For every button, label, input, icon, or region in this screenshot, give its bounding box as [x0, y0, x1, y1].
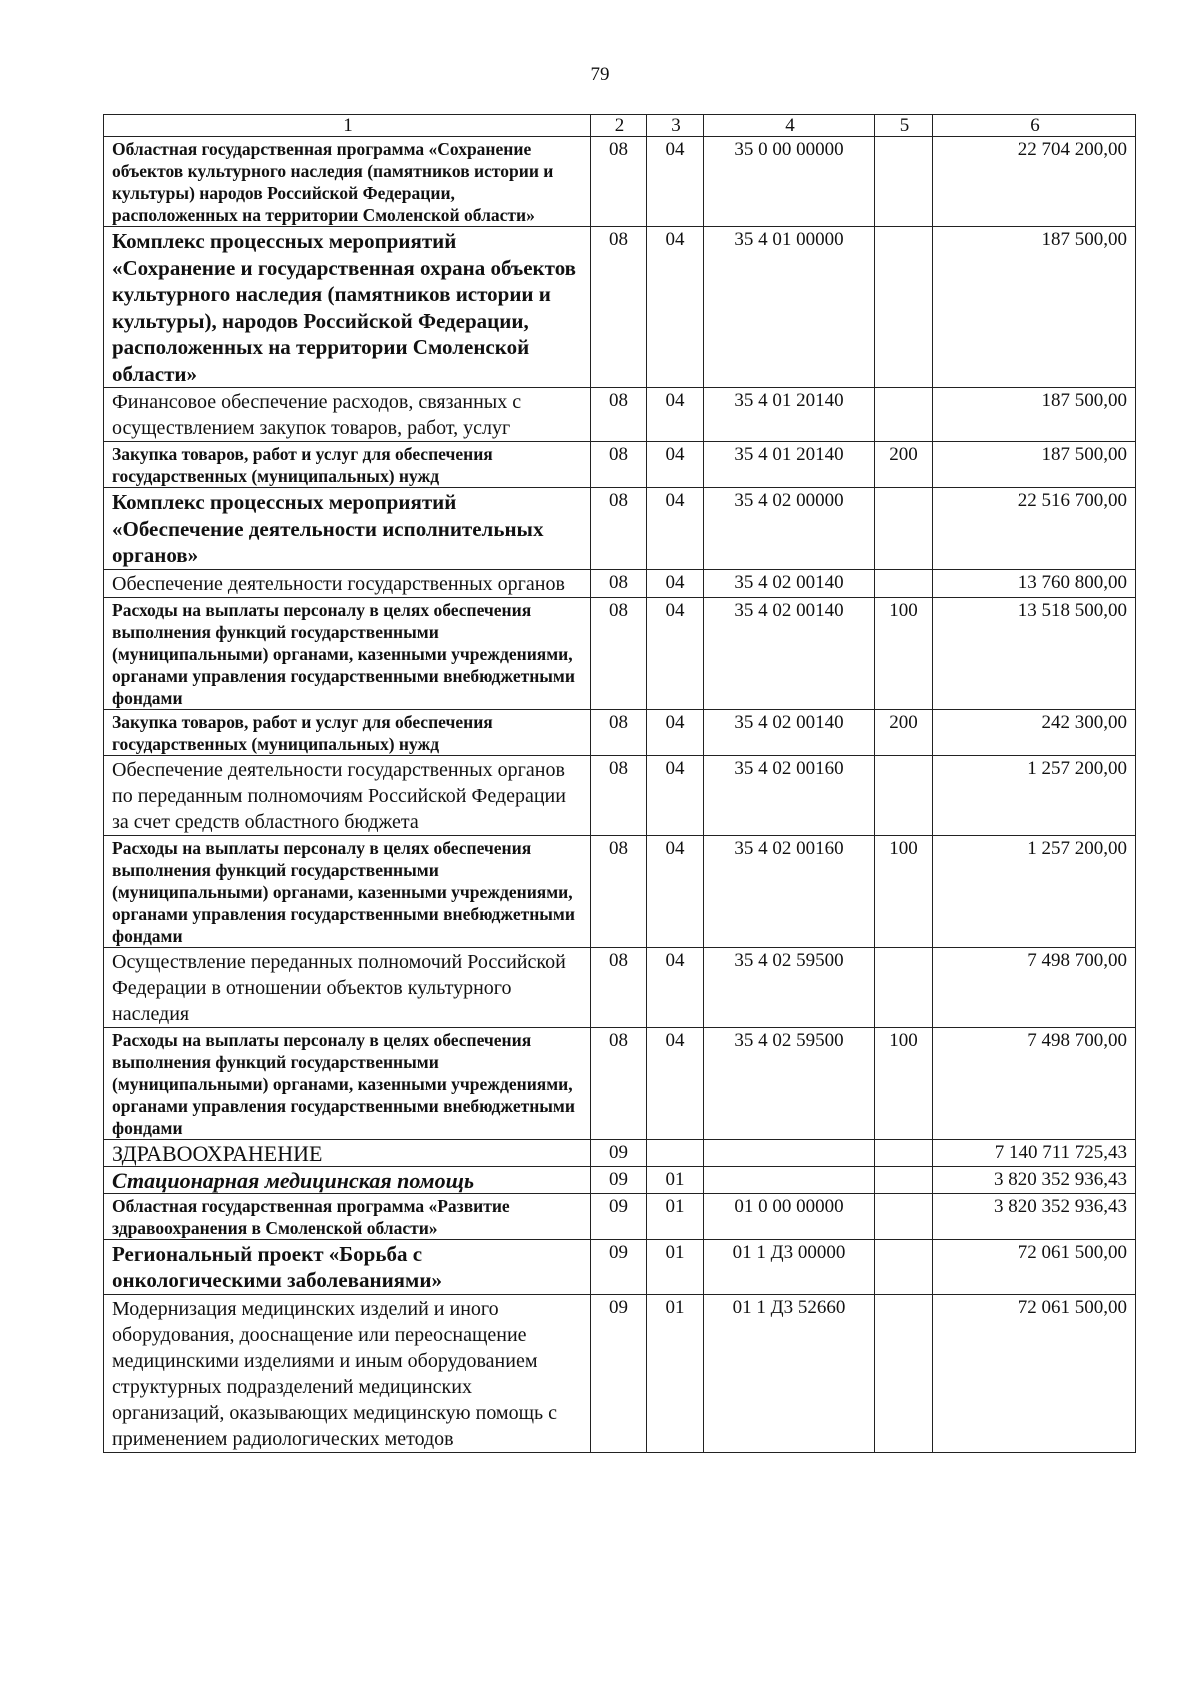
row-expense-type-cell — [875, 488, 933, 570]
row-subsection-cell: 04 — [647, 442, 704, 488]
header-cell-4: 4 — [704, 115, 875, 137]
row-target-article-cell: 35 4 02 00000 — [704, 488, 875, 570]
row-target-article-cell: 35 4 02 59500 — [704, 947, 875, 1027]
row-amount-cell: 7 498 700,00 — [933, 1027, 1136, 1139]
header-cell-1: 1 — [104, 115, 591, 137]
row-section-cell: 08 — [591, 488, 647, 570]
table-row — [104, 1166, 1136, 1193]
row-subsection-cell: 04 — [647, 1027, 704, 1139]
row-expense-type-cell — [875, 137, 933, 227]
header-cell-5: 5 — [875, 115, 933, 137]
row-section-cell: 08 — [591, 1027, 647, 1139]
row-expense-type-cell: 100 — [875, 835, 933, 947]
row-name-cell: Расходы на выплаты персоналу в целях обеспечения выполнения функций государственными (муниципальными) органами, казенными учреждениями, органами управления государственными внебюджетными фондами — [104, 1027, 591, 1139]
row-subsection-cell: 04 — [647, 835, 704, 947]
row-name-cell: Осуществление переданных полномочий Российской Федерации в отношении объектов культурного наследия — [104, 947, 591, 1027]
row-name-cell: Финансовое обеспечение расходов, связанных с осуществлением закупок товаров, работ, услуг — [104, 388, 591, 442]
row-section-cell: 08 — [591, 137, 647, 227]
row-expense-type-cell — [875, 388, 933, 442]
budget-table — [103, 114, 1136, 1453]
row-section-cell: 08 — [591, 755, 647, 835]
row-section-cell: 08 — [591, 835, 647, 947]
table-row — [104, 488, 1136, 570]
row-name-cell: Расходы на выплаты персоналу в целях обеспечения выполнения функций государственными (муниципальными) органами, казенными учреждениями, органами управления государственными внебюджетными фондами — [104, 835, 591, 947]
table-row — [104, 442, 1136, 488]
row-amount-cell: 187 500,00 — [933, 227, 1136, 388]
row-amount-cell: 7 498 700,00 — [933, 947, 1136, 1027]
row-amount-cell: 13 760 800,00 — [933, 569, 1136, 597]
row-expense-type-cell — [875, 755, 933, 835]
header-cell-3: 3 — [647, 115, 704, 137]
row-subsection-cell: 01 — [647, 1166, 704, 1193]
row-subsection-cell: 01 — [647, 1294, 704, 1452]
row-subsection-cell: 01 — [647, 1193, 704, 1239]
header-row — [104, 115, 1136, 137]
row-section-cell: 09 — [591, 1193, 647, 1239]
row-amount-cell: 1 257 200,00 — [933, 835, 1136, 947]
row-target-article-cell: 35 4 02 59500 — [704, 1027, 875, 1139]
row-amount-cell: 242 300,00 — [933, 709, 1136, 755]
row-target-article-cell: 35 4 01 20140 — [704, 388, 875, 442]
row-name-cell: Закупка товаров, работ и услуг для обеспечения государственных (муниципальных) нужд — [104, 709, 591, 755]
row-target-article-cell: 35 4 02 00140 — [704, 597, 875, 709]
row-name-cell: Областная государственная программа «Сохранение объектов культурного наследия (памятников истории и культуры) народов Российской Федерации, расположенных на территории Смоленской области» — [104, 137, 591, 227]
row-name-cell: ЗДРАВООХРАНЕНИЕ — [104, 1139, 591, 1166]
row-expense-type-cell — [875, 227, 933, 388]
row-expense-type-cell — [875, 1193, 933, 1239]
table-row — [104, 597, 1136, 709]
row-target-article-cell: 35 4 02 00160 — [704, 835, 875, 947]
row-subsection-cell: 04 — [647, 569, 704, 597]
row-amount-cell: 1 257 200,00 — [933, 755, 1136, 835]
row-amount-cell: 187 500,00 — [933, 442, 1136, 488]
row-section-cell: 08 — [591, 227, 647, 388]
row-section-cell: 08 — [591, 947, 647, 1027]
row-name-cell: Региональный проект «Борьба с онкологическими заболеваниями» — [104, 1239, 591, 1294]
row-expense-type-cell: 200 — [875, 709, 933, 755]
row-subsection-cell: 04 — [647, 388, 704, 442]
row-expense-type-cell — [875, 1139, 933, 1166]
row-name-cell: Комплекс процессных мероприятий «Сохранение и государственная охрана объектов культурного наследия (памятников истории и культуры), народов Российской Федерации, расположенных на территории Смоленской области» — [104, 227, 591, 388]
row-subsection-cell: 04 — [647, 755, 704, 835]
row-section-cell: 08 — [591, 569, 647, 597]
table-row — [104, 1294, 1136, 1452]
row-expense-type-cell — [875, 1239, 933, 1294]
row-target-article-cell: 35 4 01 00000 — [704, 227, 875, 388]
row-subsection-cell: 04 — [647, 227, 704, 388]
page-number: 79 — [590, 64, 610, 85]
row-amount-cell: 13 518 500,00 — [933, 597, 1136, 709]
row-name-cell: Расходы на выплаты персоналу в целях обеспечения выполнения функций государственными (муниципальными) органами, казенными учреждениями, органами управления государственными внебюджетными фондами — [104, 597, 591, 709]
row-subsection-cell: 01 — [647, 1239, 704, 1294]
row-section-cell: 08 — [591, 388, 647, 442]
table-row — [104, 1193, 1136, 1239]
row-amount-cell: 72 061 500,00 — [933, 1239, 1136, 1294]
row-name-cell: Стационарная медицинская помощь — [104, 1166, 591, 1193]
row-name-cell: Модернизация медицинских изделий и иного оборудования, дооснащение или переоснащение медицинскими изделиями и иным оборудованием структурных подразделений медицинских организаций, оказывающих медицинскую помощь с применением радиологических методов — [104, 1294, 591, 1452]
row-subsection-cell: 04 — [647, 709, 704, 755]
row-name-cell: Комплекс процессных мероприятий «Обеспечение деятельности исполнительных органов» — [104, 488, 591, 570]
row-section-cell: 09 — [591, 1166, 647, 1193]
row-expense-type-cell: 100 — [875, 597, 933, 709]
row-target-article-cell: 01 1 Д3 00000 — [704, 1239, 875, 1294]
table-row — [104, 569, 1136, 597]
row-subsection-cell: 04 — [647, 947, 704, 1027]
row-name-cell: Обеспечение деятельности государственных органов — [104, 569, 591, 597]
row-amount-cell: 22 704 200,00 — [933, 137, 1136, 227]
row-name-cell: Закупка товаров, работ и услуг для обеспечения государственных (муниципальных) нужд — [104, 442, 591, 488]
row-subsection-cell: 04 — [647, 597, 704, 709]
row-amount-cell: 3 820 352 936,43 — [933, 1193, 1136, 1239]
row-section-cell: 09 — [591, 1294, 647, 1452]
row-amount-cell: 72 061 500,00 — [933, 1294, 1136, 1452]
row-section-cell: 09 — [591, 1239, 647, 1294]
table-row — [104, 227, 1136, 388]
row-target-article-cell: 35 4 02 00140 — [704, 569, 875, 597]
row-section-cell: 08 — [591, 597, 647, 709]
row-expense-type-cell — [875, 1294, 933, 1452]
row-target-article-cell: 35 0 00 00000 — [704, 137, 875, 227]
table-row — [104, 947, 1136, 1027]
row-expense-type-cell — [875, 569, 933, 597]
row-target-article-cell: 01 1 Д3 52660 — [704, 1294, 875, 1452]
row-subsection-cell — [647, 1139, 704, 1166]
row-target-article-cell — [704, 1166, 875, 1193]
row-amount-cell: 187 500,00 — [933, 388, 1136, 442]
row-expense-type-cell — [875, 1166, 933, 1193]
table-row — [104, 388, 1136, 442]
row-section-cell: 08 — [591, 442, 647, 488]
row-expense-type-cell — [875, 947, 933, 1027]
row-amount-cell: 7 140 711 725,43 — [933, 1139, 1136, 1166]
table-row — [104, 1239, 1136, 1294]
table-body — [104, 115, 1136, 1453]
table-row — [104, 835, 1136, 947]
table-row — [104, 755, 1136, 835]
row-amount-cell: 22 516 700,00 — [933, 488, 1136, 570]
header-cell-2: 2 — [591, 115, 647, 137]
row-section-cell: 09 — [591, 1139, 647, 1166]
row-expense-type-cell: 200 — [875, 442, 933, 488]
row-target-article-cell: 35 4 02 00160 — [704, 755, 875, 835]
table-row — [104, 137, 1136, 227]
row-target-article-cell — [704, 1139, 875, 1166]
table-row — [104, 1139, 1136, 1166]
row-name-cell: Областная государственная программа «Развитие здравоохранения в Смоленской области» — [104, 1193, 591, 1239]
row-amount-cell: 3 820 352 936,43 — [933, 1166, 1136, 1193]
row-target-article-cell: 01 0 00 00000 — [704, 1193, 875, 1239]
row-subsection-cell: 04 — [647, 488, 704, 570]
row-expense-type-cell: 100 — [875, 1027, 933, 1139]
row-subsection-cell: 04 — [647, 137, 704, 227]
row-section-cell: 08 — [591, 709, 647, 755]
table-row — [104, 1027, 1136, 1139]
header-cell-6: 6 — [933, 115, 1136, 137]
row-target-article-cell: 35 4 01 20140 — [704, 442, 875, 488]
row-name-cell: Обеспечение деятельности государственных органов по переданным полномочиям Российской Федерации за счет средств областного бюджета — [104, 755, 591, 835]
row-target-article-cell: 35 4 02 00140 — [704, 709, 875, 755]
table-row — [104, 709, 1136, 755]
